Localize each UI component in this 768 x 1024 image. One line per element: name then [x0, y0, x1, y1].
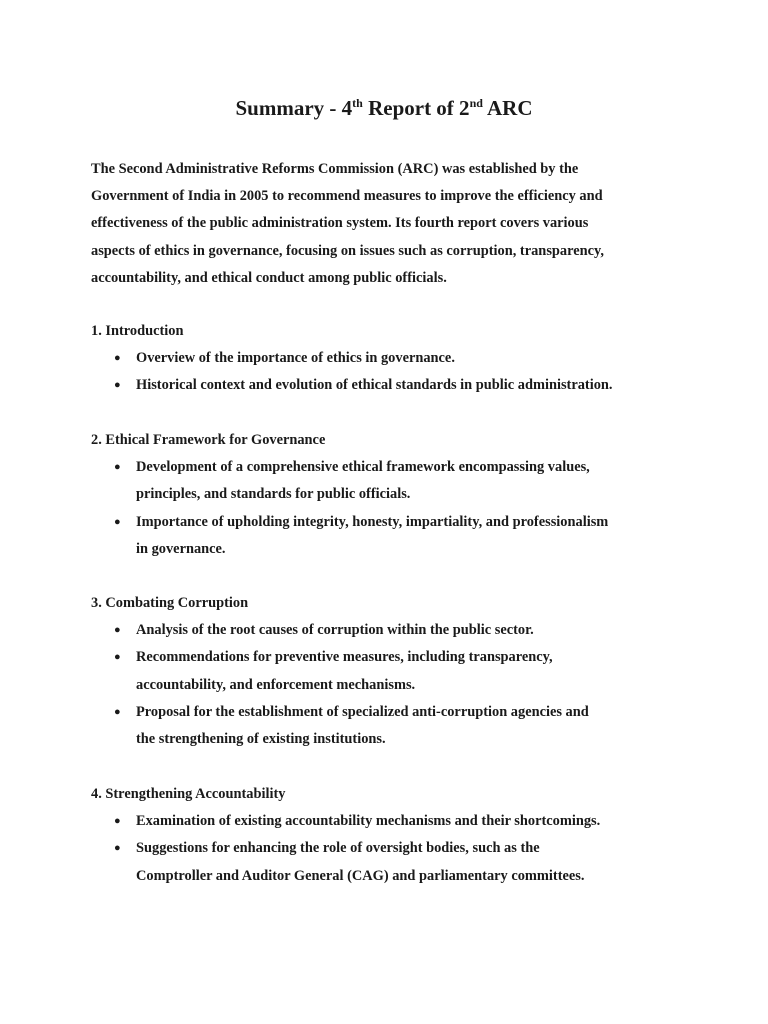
bullet-text: Analysis of the root causes of corruption within the public sector. — [136, 622, 534, 639]
bullet-text: principles, and standards for public officials. — [136, 486, 411, 503]
bullet-text: Examination of existing accountability mechanisms and their shortcomings. — [136, 813, 601, 830]
bullet-item — [91, 454, 691, 508]
intro-line: accountability, and ethical conduct among public officials. — [91, 269, 447, 286]
bullet-list — [91, 345, 691, 399]
title-part-3: ARC — [482, 96, 533, 120]
bullet-icon: ● — [114, 379, 121, 392]
bullet-icon: ● — [114, 842, 121, 855]
bullet-icon: ● — [114, 461, 121, 474]
section-heading: 3. Combating Corruption — [91, 595, 249, 611]
bullet-text: Comptroller and Auditor General (CAG) and parliamentary committees. — [136, 867, 585, 884]
intro-paragraph — [91, 156, 691, 292]
bullet-icon: ● — [114, 815, 121, 828]
bullet-text: Recommendations for preventive measures, including transparency, — [136, 649, 553, 666]
bullet-item — [91, 345, 691, 372]
section-introduction — [91, 318, 691, 400]
section-heading: 1. Introduction — [91, 323, 184, 339]
intro-line: The Second Administrative Reforms Commission (ARC) was established by the — [91, 161, 579, 177]
bullet-text: Importance of upholding integrity, honesty, impartiality, and professionalism — [136, 513, 609, 530]
intro-line: aspects of ethics in governance, focusing on issues such as corruption, transparency, — [91, 242, 605, 259]
bullet-item — [91, 808, 691, 835]
bullet-item — [91, 617, 691, 644]
title-part-1: Summary - 4 — [235, 96, 353, 120]
bullet-item — [91, 835, 691, 889]
bullet-icon: ● — [114, 515, 121, 528]
title-superscript-2: nd — [469, 96, 483, 110]
section-strengthening-accountability — [91, 781, 691, 890]
section-ethical-framework — [91, 427, 691, 563]
bullet-item — [91, 509, 691, 563]
bullet-list — [91, 454, 691, 563]
bullet-icon: ● — [114, 651, 121, 664]
bullet-text: the strengthening of existing institutions. — [136, 731, 386, 748]
bullet-icon: ● — [114, 624, 121, 637]
bullet-text: Overview of the importance of ethics in governance. — [136, 350, 455, 367]
bullet-text: Suggestions for enhancing the role of oversight bodies, such as the — [136, 840, 540, 857]
bullet-text: Historical context and evolution of ethical standards in public administration. — [136, 377, 613, 394]
bullet-item — [91, 644, 691, 698]
bullet-text: Proposal for the establishment of specialized anti-corruption agencies and — [136, 703, 589, 720]
bullet-item — [91, 372, 691, 399]
section-heading: 4. Strengthening Accountability — [91, 786, 286, 802]
bullet-text: in governance. — [136, 540, 226, 557]
section-heading: 2. Ethical Framework for Governance — [91, 432, 326, 448]
bullet-icon: ● — [114, 705, 121, 718]
bullet-list — [91, 808, 691, 890]
title-superscript-1: th — [352, 96, 363, 110]
bullet-item — [91, 699, 691, 753]
document-title — [0, 92, 768, 124]
title-part-2: Report of 2 — [362, 96, 470, 120]
bullet-list — [91, 617, 691, 753]
intro-line: Government of India in 2005 to recommend measures to improve the efficiency and — [91, 188, 603, 205]
bullet-text: Development of a comprehensive ethical framework encompassing values, — [136, 459, 590, 476]
section-combating-corruption — [91, 590, 691, 753]
bullet-icon: ● — [114, 352, 121, 365]
bullet-text: accountability, and enforcement mechanisms. — [136, 676, 416, 693]
intro-line: effectiveness of the public administration system. Its fourth report covers various — [91, 215, 589, 232]
